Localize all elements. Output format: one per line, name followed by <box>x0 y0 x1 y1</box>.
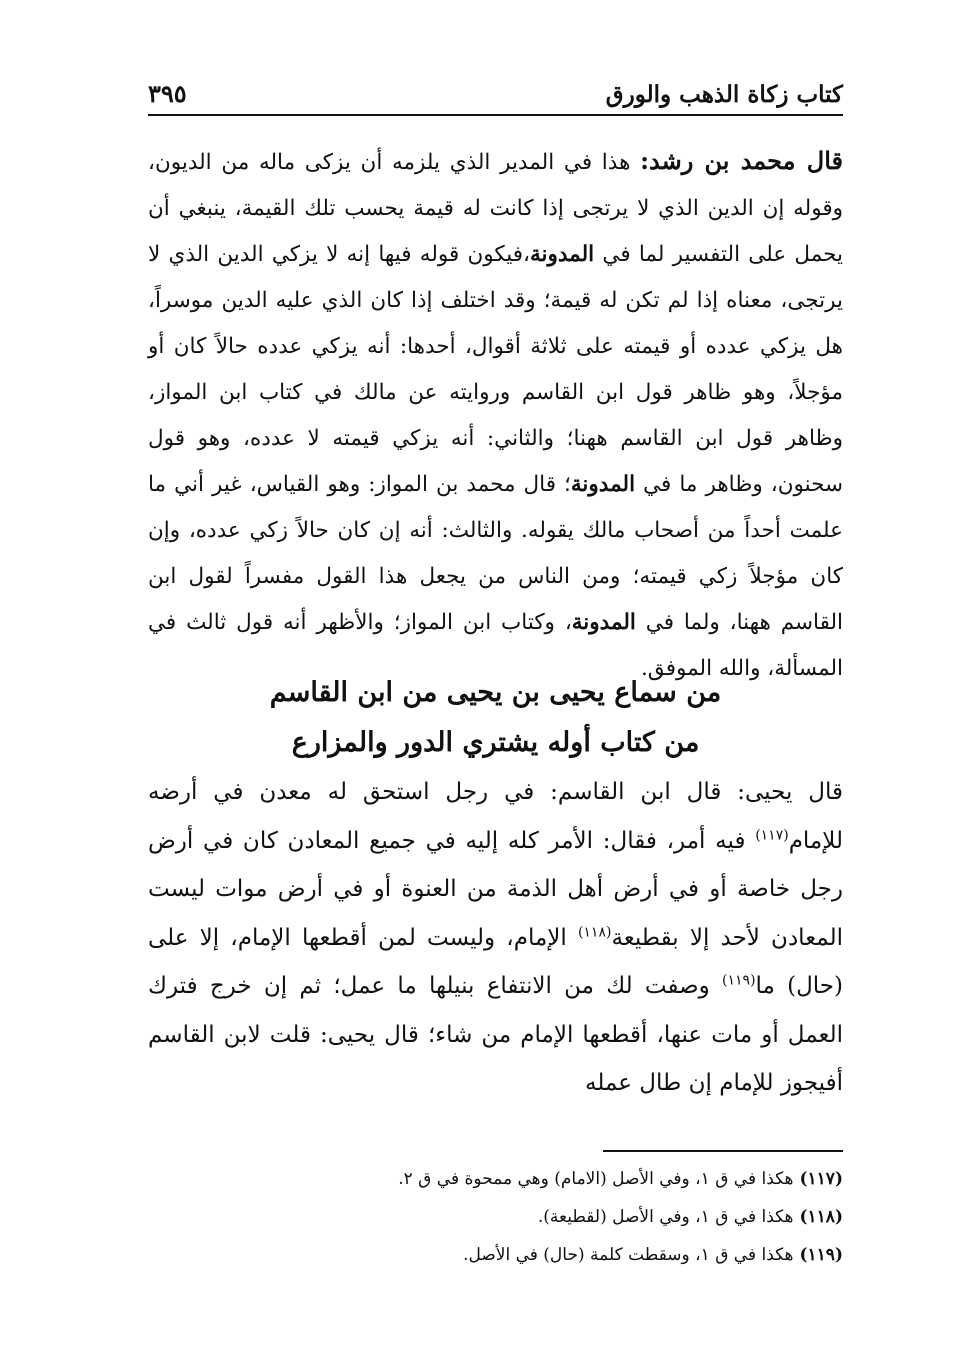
footnote-ref-119[interactable]: (١١٩) <box>722 972 756 989</box>
footnote-text: هكذا في ق ١، وفي الأصل (لقطيعة). <box>537 1207 794 1227</box>
narration-text-2: فيه أمر، فقال: الأمر كله إليه في جميع المعادن كان في أرض رجل خاصة أو في أرض أهل الذمة من العنوة أو في أرض موات ليست المعادن لأحد إلا بقطيعة <box>148 827 843 951</box>
commentary-paragraph <box>148 138 843 692</box>
footnote-number: (١١٧) <box>799 1169 843 1189</box>
commentary-text-2: ،فيكون قوله فيها إنه لا يزكي الدين الذي لا يرتجى، معناه إذا لم تكن له قيمة؛ وقد اختلف إذا كان الذي عليه الدين موسراً، هل يزكي عدده أو قيمته على ثلاثة أقوال، أحدها: أنه يزكي عدده حالاً كان أو مؤجلاً، وهو ظاهر قول ابن القاسم وروايته عن مالك في كتاب ابن المواز، وظاهر قول ابن القاسم ههنا؛ والثاني: أنه يزكي قيمته لا عدده، وهو قول سحنون، وظاهر ما في <box>148 242 843 497</box>
footnotes <box>148 1160 843 1274</box>
section-heading-line-2: من كتاب أوله يشتري الدور والمزارع <box>291 727 700 758</box>
footnote-item <box>148 1160 843 1198</box>
footnote-item <box>148 1236 843 1274</box>
footnote-divider <box>603 1150 843 1152</box>
footnote-ref-117[interactable]: (١١٧) <box>755 826 789 843</box>
narration-paragraph <box>148 768 843 1108</box>
narration-text-1: قال يحيى: قال ابن القاسم: في رجل استحق له معدن في أرضه للإمام <box>148 779 843 854</box>
book-title-mudawwana-2: المدونة <box>570 472 636 497</box>
running-title: كتاب زكاة الذهب والورق <box>605 81 843 108</box>
section-heading <box>148 668 843 768</box>
commentary-lead: قال محمد بن رشد: <box>640 146 843 175</box>
footnote-item <box>148 1198 843 1236</box>
commentary-text-4: ، وكتاب ابن المواز؛ والأظهر أنه قول ثالث في المسألة، والله الموفق. <box>148 610 843 681</box>
page-number: ٣٩٥ <box>148 79 187 108</box>
footnote-text: هكذا في ق ١، وفي الأصل (الامام) وهي ممحوة في ق ٢. <box>398 1169 794 1189</box>
narration-text-4: وصفت لك من الانتفاع بنيلها ما عمل؛ ثم إن خرج فترك العمل أو مات عنها، أقطعها الإمام من شاء؛ قال يحيى: قلت لابن القاسم أفيجوز للإمام إن طال عمله <box>148 973 843 1096</box>
section-heading-line-1: من سماع يحيى بن يحيى من ابن القاسم <box>269 677 722 708</box>
commentary-text-3: ؛ قال محمد بن المواز: وهو القياس، غير أني ما علمت أحداً من أصحاب مالك يقوله. والثالث: أنه إن كان حالاً زكي عدده، وإن كان مؤجلاً زكي قيمته؛ ومن الناس من يجعل هذا القول مفسراً لقول ابن القاسم ههنا، ولما في <box>148 472 843 635</box>
footnote-number: (١١٨) <box>799 1207 843 1227</box>
footnote-text: هكذا في ق ١، وسقطت كلمة (حال) في الأصل. <box>463 1245 794 1265</box>
book-title-mudawwana-3: المدونة <box>571 610 636 635</box>
narration-text-3: الإمام، وليست لمن أقطعها الإمام، إلا على (حال) ما <box>148 924 843 999</box>
footnote-number: (١١٩) <box>799 1245 843 1265</box>
book-title-mudawwana-1: المدونة <box>530 242 595 267</box>
commentary-text-1: هذا في المدير الذي يلزمه أن يزكى ماله من الديون، وقوله إن الدين الذي لا يرتجى إذا كانت له قيمة يحسب تلك القيمة، ينبغي أن يحمل على التفسير لما في <box>148 150 843 267</box>
footnote-ref-118[interactable]: (١١٨) <box>577 923 612 940</box>
running-header <box>148 74 843 116</box>
